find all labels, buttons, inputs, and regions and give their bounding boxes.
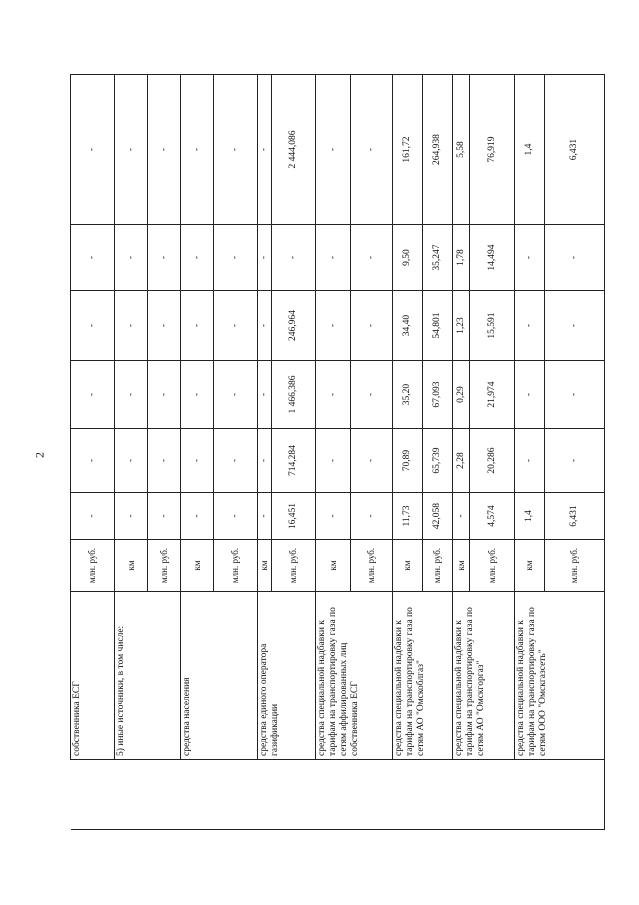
value-cell: -	[272, 225, 316, 291]
value-cell: 14,494	[470, 225, 515, 291]
value-cell: 11,73	[393, 493, 423, 540]
value-cell: -	[351, 75, 393, 225]
value-cell: -	[316, 429, 351, 493]
value-cell: 264,938	[423, 75, 453, 225]
unit-cell: млн. руб.	[272, 540, 316, 592]
value-cell: -	[71, 75, 115, 225]
value-cell: -	[115, 429, 148, 493]
table-row	[71, 75, 115, 830]
value-cell: -	[214, 429, 258, 493]
table-row	[453, 75, 470, 830]
page-number: 2	[32, 452, 47, 458]
value-cell: -	[115, 361, 148, 429]
row-label: средства населения	[181, 592, 258, 760]
unit-cell: км	[393, 540, 423, 592]
value-cell: -	[148, 361, 181, 429]
value-cell: 54,801	[423, 291, 453, 361]
unit-cell: млн. руб.	[351, 540, 393, 592]
value-cell: -	[115, 225, 148, 291]
unit-cell: км	[181, 540, 214, 592]
value-cell: -	[71, 361, 115, 429]
value-cell: 1,4	[515, 493, 545, 540]
value-cell: -	[214, 361, 258, 429]
value-cell: -	[181, 429, 214, 493]
value-cell: -	[258, 291, 272, 361]
value-cell: 15,591	[470, 291, 515, 361]
blank-cell	[71, 760, 605, 830]
unit-cell: км	[258, 540, 272, 592]
value-cell: 2,28	[453, 429, 470, 493]
value-cell: -	[148, 75, 181, 225]
value-cell: -	[214, 493, 258, 540]
value-cell: 1,4	[515, 75, 545, 225]
value-cell: -	[351, 361, 393, 429]
value-cell: -	[214, 75, 258, 225]
value-cell: -	[115, 75, 148, 225]
value-cell: 65,739	[423, 429, 453, 493]
row-label: средства единого оператора газификации	[258, 592, 316, 760]
row-label: средства специальной надбавки к тарифам на транспортировку газа по сетям АО "Омскоблгаз"	[393, 592, 453, 760]
value-cell: -	[71, 429, 115, 493]
value-cell: 67,093	[423, 361, 453, 429]
value-cell: 20,286	[470, 429, 515, 493]
row-label: собственника ЕСГ	[71, 592, 115, 760]
value-cell: 6,431	[545, 493, 605, 540]
table-row	[515, 75, 545, 830]
value-cell: -	[71, 493, 115, 540]
value-cell: 70,89	[393, 429, 423, 493]
value-cell: -	[258, 429, 272, 493]
value-cell: -	[181, 361, 214, 429]
row-label: средства специальной надбавки к тарифам на транспортировку газа по сетям АО "Омскгоргаз"	[453, 592, 515, 760]
value-cell: 42,058	[423, 493, 453, 540]
value-cell: -	[181, 75, 214, 225]
value-cell: -	[316, 75, 351, 225]
table-row	[393, 75, 423, 830]
value-cell: -	[148, 493, 181, 540]
row-label: средства специальной надбавки к тарифам на транспортировку газа по сетям ООО "Омскгазсеть"	[515, 592, 605, 760]
value-cell: -	[115, 493, 148, 540]
value-cell: -	[515, 225, 545, 291]
value-cell: -	[148, 429, 181, 493]
value-cell: 34,40	[393, 291, 423, 361]
value-cell: -	[515, 291, 545, 361]
unit-cell: млн. руб.	[423, 540, 453, 592]
rotated-table-container	[70, 75, 600, 830]
value-cell: 16,451	[272, 493, 316, 540]
unit-cell: км	[515, 540, 545, 592]
value-cell: -	[351, 493, 393, 540]
value-cell: -	[214, 225, 258, 291]
unit-cell: млн. руб.	[71, 540, 115, 592]
row-label: средства специальной надбавки к тарифам на транспортировку газа по сетям аффилированных лиц собственника ЕСГ	[316, 592, 393, 760]
value-cell: 0,29	[453, 361, 470, 429]
value-cell: -	[351, 291, 393, 361]
value-cell: -	[258, 75, 272, 225]
value-cell: 4,574	[470, 493, 515, 540]
table-row	[316, 75, 351, 830]
value-cell: -	[545, 225, 605, 291]
value-cell: -	[258, 361, 272, 429]
value-cell: -	[453, 493, 470, 540]
value-cell: 1,23	[453, 291, 470, 361]
value-cell: 161,72	[393, 75, 423, 225]
value-cell: -	[351, 429, 393, 493]
table-row	[258, 75, 272, 830]
value-cell: -	[515, 361, 545, 429]
value-cell: 9,50	[393, 225, 423, 291]
value-cell: -	[316, 361, 351, 429]
value-cell: -	[148, 291, 181, 361]
unit-cell: млн. руб.	[545, 540, 605, 592]
value-cell: -	[148, 225, 181, 291]
table-row	[181, 75, 214, 830]
value-cell: 35,20	[393, 361, 423, 429]
value-cell: 714,284	[272, 429, 316, 493]
value-cell: 35,247	[423, 225, 453, 291]
value-cell: -	[181, 493, 214, 540]
value-cell: 1 466,386	[272, 361, 316, 429]
value-cell: -	[316, 291, 351, 361]
value-cell: -	[181, 291, 214, 361]
value-cell: -	[545, 291, 605, 361]
value-cell: 246,964	[272, 291, 316, 361]
unit-cell: млн. руб.	[148, 540, 181, 592]
value-cell: -	[258, 225, 272, 291]
unit-cell: км	[453, 540, 470, 592]
unit-cell: км	[316, 540, 351, 592]
unit-cell: млн. руб.	[214, 540, 258, 592]
table-row	[115, 75, 148, 830]
value-cell: -	[181, 225, 214, 291]
value-cell: 1,78	[453, 225, 470, 291]
value-cell: -	[545, 361, 605, 429]
funding-table	[70, 74, 605, 830]
value-cell: 76,919	[470, 75, 515, 225]
unit-cell: млн. руб.	[470, 540, 515, 592]
value-cell: 6,431	[545, 75, 605, 225]
value-cell: -	[258, 493, 272, 540]
unit-cell: км	[115, 540, 148, 592]
value-cell: -	[316, 493, 351, 540]
value-cell: -	[316, 225, 351, 291]
value-cell: -	[515, 429, 545, 493]
value-cell: 5,58	[453, 75, 470, 225]
value-cell: -	[214, 291, 258, 361]
value-cell: 21,974	[470, 361, 515, 429]
value-cell: -	[115, 291, 148, 361]
value-cell: -	[71, 291, 115, 361]
value-cell: -	[545, 429, 605, 493]
value-cell: -	[71, 225, 115, 291]
value-cell: 2 444,086	[272, 75, 316, 225]
row-label: 5) иные источники, в том числе:	[115, 592, 181, 760]
value-cell: -	[351, 225, 393, 291]
